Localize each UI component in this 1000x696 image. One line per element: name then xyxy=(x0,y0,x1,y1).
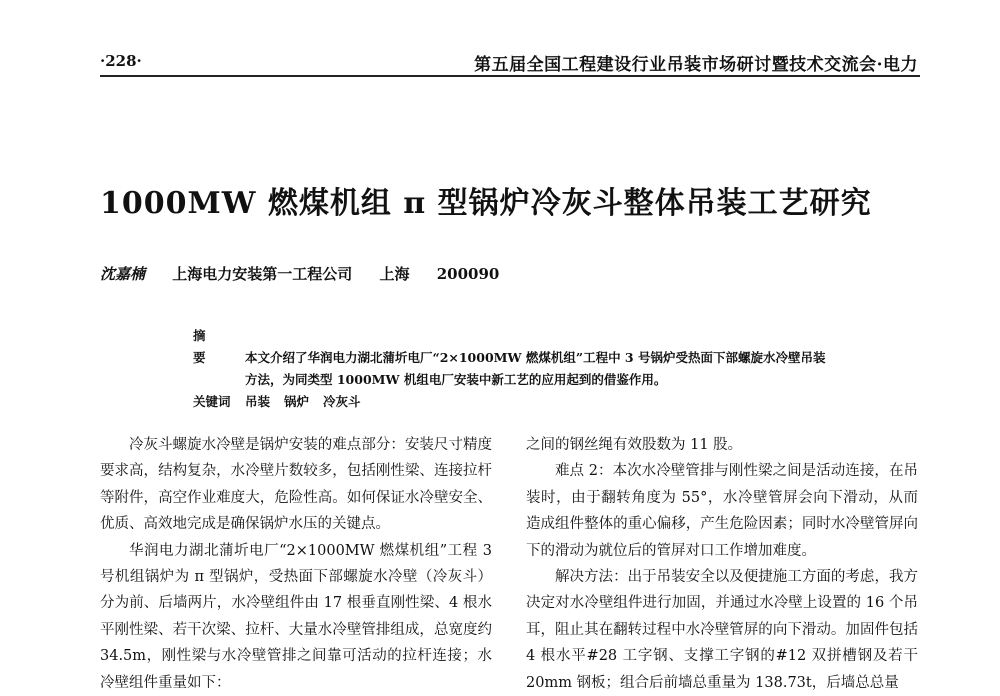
abstract-label: 摘 要 xyxy=(193,328,214,365)
author-line xyxy=(100,263,521,284)
paragraph: 华润电力湖北蒲圻电厂“2×1000MW 燃煤机组”工程 3 号机组锅炉为 π 型锅炉，受热面下部螺旋水冷壁（冷灰斗）分为前、后墙两片，水冷壁组件由 17 根垂直刚性梁、4 根水平刚性梁、若干次梁、拉杆、大量水冷壁管排组成，总宽度约 34.5m，刚性梁与水冷壁管排之间靠可活动的拉杆连接；水冷壁组件重量如下： xyxy=(100,542,492,691)
journal-title: 第五届全国工程建设行业吊装市场研讨暨技术交流会·电力 xyxy=(474,55,918,75)
paragraph: 冷灰斗螺旋水冷壁是锅炉安装的难点部分：安装尺寸精度要求高，结构复杂，水冷壁片数较多，包括刚性梁、连接拉杆等附件，高空作业难度大，危险性高。如何保证水冷壁安全、优质、高效地完成是确保锅炉水压的关键点。 xyxy=(100,437,492,533)
abstract-line-2: 方法，为同类型 1000MW 机组电厂安装中新工艺的应用起到的借鉴作用。 xyxy=(245,372,667,387)
paragraph: 解决方法：出于吊装安全以及便捷施工方面的考虑，我方决定对水冷壁组件进行加固，并通过水冷壁上设置的 16 个吊耳，阻止其在翻转过程中水冷壁管屏的向下滑动。加固件包括 4 根水平#28 工字钢、支撑工字钢的#12 双拼槽钢及若干 20mm 钢板；组合后前墙总重量为 138.73t，后墙总总量 xyxy=(526,569,918,691)
author-affiliation: 上海电力安装第一工程公司 xyxy=(172,265,353,283)
paragraph: 难点 2：本次水冷壁管排与刚性梁之间是活动连接，在吊装时，由于翻转角度为 55°，水冷壁管屏会向下滑动，从而造成组件整体的重心偏移，产生危险因素；同时水冷壁管屏向下的滑动为就位后的管屏对口工作增加难度。 xyxy=(526,463,918,559)
header-rule xyxy=(100,75,920,77)
keyword: 冷灰斗 xyxy=(323,394,361,409)
keyword: 锅炉 xyxy=(284,394,310,409)
keywords-label: 关键词 xyxy=(193,394,231,409)
body-left-column xyxy=(100,432,492,696)
keyword: 吊装 xyxy=(245,394,271,409)
author-postcode: 200090 xyxy=(436,265,500,283)
running-header xyxy=(100,40,920,74)
keywords xyxy=(193,391,883,413)
abstract-body xyxy=(193,325,883,391)
author-city: 上海 xyxy=(379,265,410,283)
paragraph: 之间的钢丝绳有效股数为 11 股。 xyxy=(526,437,743,453)
article-title: 1000MW 燃煤机组 π 型锅炉冷灰斗整体吊装工艺研究 xyxy=(100,186,872,221)
body-right-column xyxy=(526,432,918,696)
page-number: ·228· xyxy=(100,52,142,70)
abstract xyxy=(193,325,883,413)
abstract-line-1: 本文介绍了华润电力湖北蒲圻电厂“2×1000MW 燃煤机组”工程中 3 号锅炉受热面下部螺旋水冷壁吊装 xyxy=(245,350,826,365)
author-name: 沈嘉楠 xyxy=(100,265,146,283)
